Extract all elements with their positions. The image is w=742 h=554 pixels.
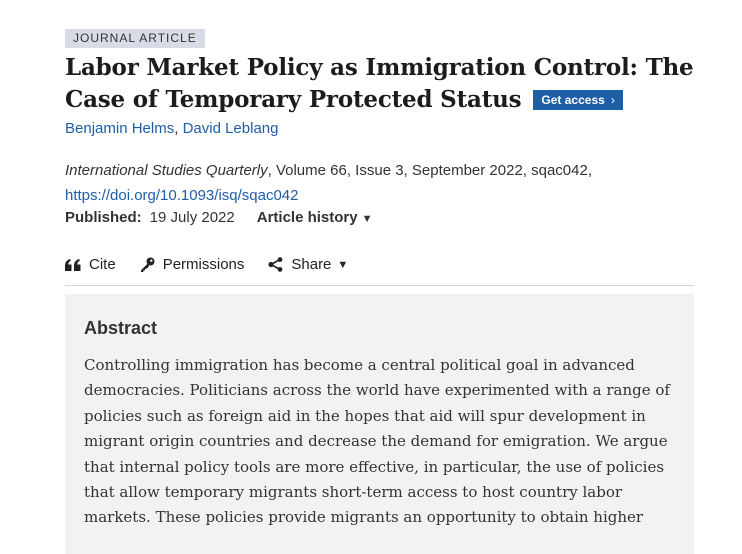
article-type-badge: JOURNAL ARTICLE: [65, 29, 205, 48]
author-list: [65, 120, 278, 137]
divider: [65, 285, 694, 286]
author-link[interactable]: Benjamin Helms: [65, 120, 175, 137]
abstract-text: Controlling immigration has become a central political goal in advanced democracies. Politicians across the world have experimented with a range of policies such as foreign aid in the hopes that aid will spur development in migrant origin countries and decrease the demand for emigration. We argue that internal policy tools are more effective, in particular, the use of policies that allow temporary migrants short-term access to host country labor markets. These policies provide migrants an opportunity to obtain higher: [84, 356, 670, 527]
article-history-toggle[interactable]: [257, 209, 373, 226]
share-button[interactable]: [268, 256, 348, 273]
abstract-heading: Abstract: [84, 318, 158, 338]
key-icon: [140, 257, 155, 272]
article-tools: [65, 256, 372, 273]
article-title: [65, 52, 694, 116]
permissions-label: Permissions: [162, 256, 245, 273]
share-icon: [268, 257, 283, 272]
author-separator: ,: [174, 120, 179, 137]
abstract-section: [65, 294, 694, 554]
get-access-button[interactable]: [533, 90, 622, 110]
permissions-button[interactable]: [140, 256, 245, 273]
publication-row: [65, 209, 373, 226]
citation-line: [65, 158, 694, 208]
author-link[interactable]: David Leblang: [182, 120, 279, 137]
caret-down-icon: ▼: [337, 258, 349, 271]
doi-link[interactable]: https://doi.org/10.1093/isq/sqac042: [65, 187, 299, 204]
article-title-text: Labor Market Policy as Immigration Control: The Case of Temporary Protected Status: [65, 54, 694, 113]
share-label: Share: [291, 256, 332, 273]
caret-down-icon: ▼: [361, 213, 373, 225]
published-date: 19 July 2022: [149, 209, 235, 226]
citation-details: , Volume 66, Issue 3, September 2022, sqac042,: [267, 162, 592, 179]
article-history-label: Article history: [256, 209, 358, 226]
cite-button[interactable]: [65, 256, 116, 273]
cite-label: Cite: [89, 256, 116, 273]
chevron-right-icon: ›: [610, 93, 615, 107]
quote-icon: [65, 259, 81, 271]
get-access-label: Get access: [541, 93, 605, 107]
published-label: Published:: [65, 209, 142, 226]
journal-name: International Studies Quarterly: [65, 162, 268, 179]
